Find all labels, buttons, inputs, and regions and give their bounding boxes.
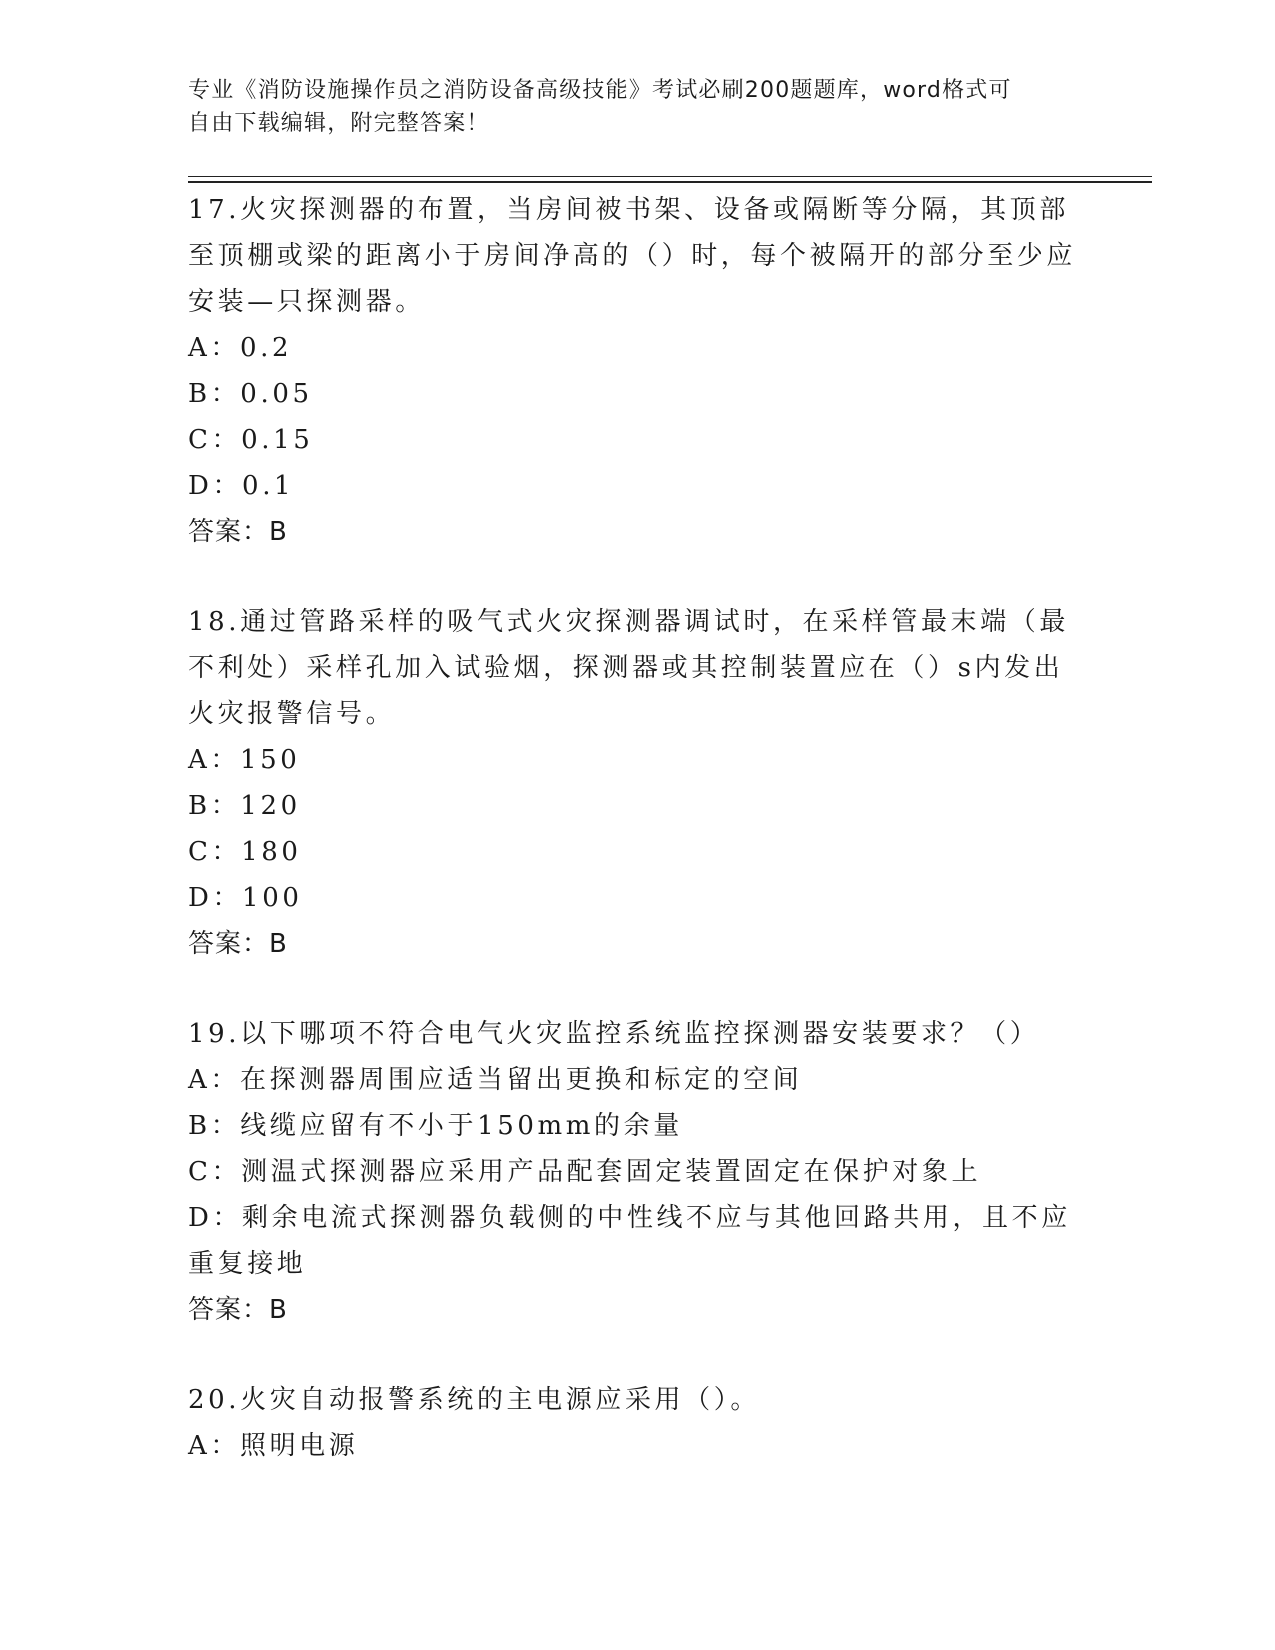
option-c: C：测温式探测器应采用产品配套固定装置固定在保护对象上: [188, 1157, 982, 1187]
option-c: C：0.15: [188, 425, 314, 455]
question-list: [188, 187, 1088, 1469]
option-a: A：在探测器周围应适当留出更换和标定的空间: [188, 1065, 803, 1095]
option-b: B：0.05: [188, 379, 313, 409]
option-a: A：0.2: [188, 333, 293, 363]
option-d: D：0.1: [188, 471, 295, 501]
question-19: [188, 1011, 1088, 1333]
question-text: 17.火灾探测器的布置，当房间被书架、设备或隔断等分隔，其顶部至顶棚或梁的距离小于房间净高的（）时，每个被隔开的部分至少应安装—只探测器。: [188, 195, 1077, 317]
option-c: C：180: [188, 837, 302, 867]
header-divider-thick: [188, 181, 1152, 183]
option-b: B：线缆应留有不小于150mm的余量: [188, 1111, 683, 1141]
question-spacer: [188, 967, 1088, 1011]
option-b: B：120: [188, 791, 301, 821]
question-text: 20.火灾自动报警系统的主电源应采用（）。: [188, 1385, 760, 1415]
question-18: [188, 599, 1088, 967]
option-a: A：照明电源: [188, 1431, 359, 1461]
answer-label: 答案：B: [188, 1295, 288, 1325]
option-a: A：150: [188, 745, 301, 775]
question-20: [188, 1377, 1088, 1469]
answer-label: 答案：B: [188, 517, 288, 547]
answer-label: 答案：B: [188, 929, 288, 959]
option-d: D：剩余电流式探测器负载侧的中性线不应与其他回路共用，且不应重复接地: [188, 1203, 1071, 1279]
header-line-1: 专业《消防设施操作员之消防设备高级技能》考试必刷200题题库，word格式可: [188, 78, 1012, 103]
question-spacer: [188, 555, 1088, 599]
question-spacer: [188, 1333, 1088, 1377]
option-d: D：100: [188, 883, 303, 913]
document-header: [188, 74, 1068, 140]
question-text: 18.通过管路采样的吸气式火灾探测器调试时，在采样管最末端（最不利处）采样孔加入试验烟，探测器或其控制装置应在（）s内发出火灾报警信号。: [188, 607, 1069, 729]
question-17: [188, 187, 1088, 555]
question-text: 19.以下哪项不符合电气火灾监控系统监控探测器安装要求？（）: [188, 1019, 1040, 1049]
header-line-2: 自由下载编辑，附完整答案！: [188, 111, 490, 136]
header-divider-thin: [188, 176, 1152, 177]
